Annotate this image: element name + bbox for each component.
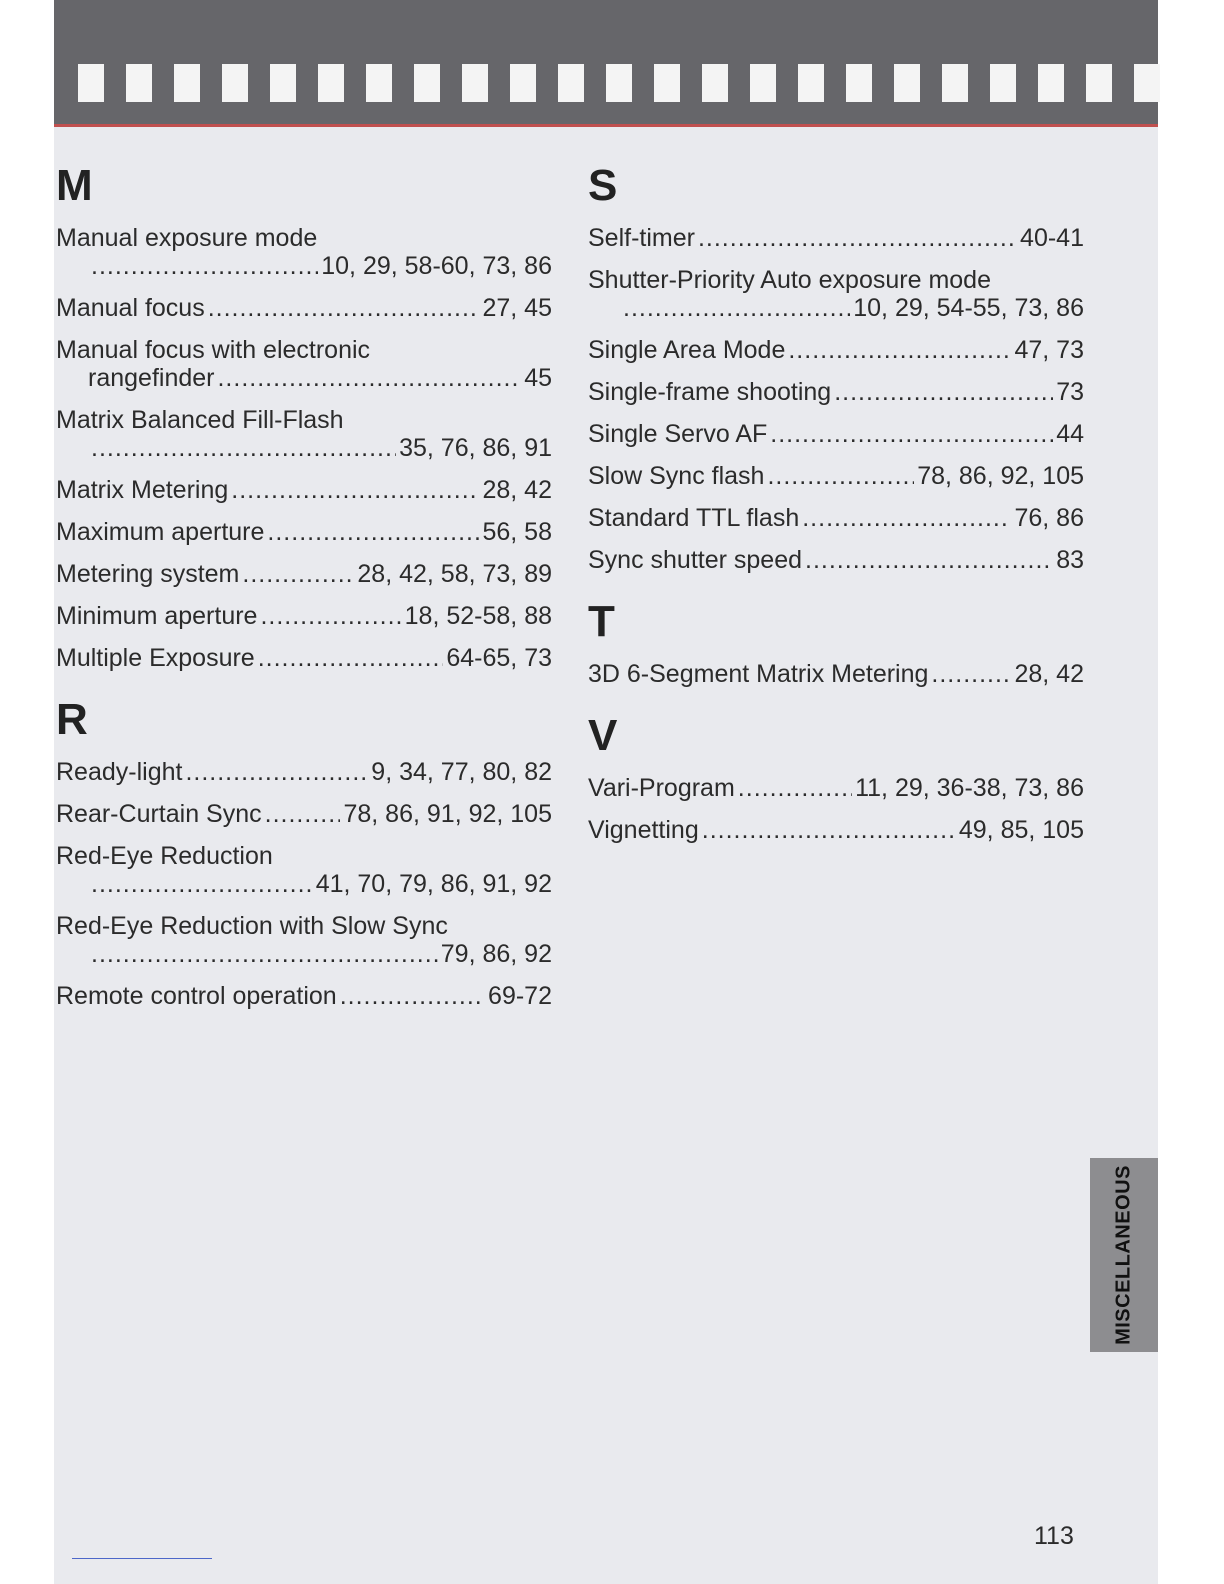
entry-line [56,518,552,546]
dot-leader [788,336,1011,364]
index-letter-heading: T [588,597,615,646]
index-entry [56,560,552,588]
film-perforation [462,64,488,102]
entry-term: Multiple Exposure [56,644,255,672]
entry-pages: 10, 29, 54-55, 73, 86 [853,294,1084,322]
index-entry [588,660,1084,688]
entry-term: Single Area Mode [588,336,786,364]
dot-leader [217,364,521,392]
entry-line [56,252,552,280]
dot-leader [231,476,479,504]
entry-term: Vignetting [588,816,699,844]
dot-leader [260,602,401,630]
dot-leader [834,378,1053,406]
entry-line [56,870,552,898]
section-tab [1090,1158,1158,1352]
index-letter-heading: V [588,711,618,760]
entry-term: Matrix Balanced Fill-Flash [56,406,344,434]
entry-line [56,758,552,786]
section-tab-label: MISCELLANEOUS [1112,1165,1135,1345]
entry-line [588,546,1084,574]
entry-term: 3D 6-Segment Matrix Metering [588,660,929,688]
index-entry [588,774,1084,802]
entry-term-continued: rangefinder [88,364,215,392]
index-entry [588,816,1084,844]
index-entry [588,462,1084,490]
index-letter-heading: R [56,695,88,744]
entry-pages: 11, 29, 36-38, 73, 86 [855,774,1084,802]
index-entry [56,294,552,322]
entry-line [588,774,1084,802]
dot-leader [185,758,368,786]
index-letter-heading: S [588,161,618,210]
entry-term: Ready-light [56,758,183,786]
entry-pages: 18, 52-58, 88 [404,602,552,630]
entry-line [56,224,552,252]
index-entry [56,406,552,462]
index-entry [56,758,552,786]
index-entry [56,842,552,898]
dot-leader [767,462,914,490]
film-perforation [222,64,248,102]
header-red-rule [54,124,1158,127]
film-perforation [1086,64,1112,102]
entry-line [56,602,552,630]
dot-leader [208,294,480,322]
index-entry [588,378,1084,406]
film-perforation [318,64,344,102]
entry-line [56,982,552,1010]
entry-pages: 10, 29, 58-60, 73, 86 [321,252,552,280]
index-entry [56,476,552,504]
dot-leader [91,870,313,898]
filmstrip-perforations [78,64,1160,102]
film-perforation [846,64,872,102]
entry-term: Matrix Metering [56,476,229,504]
index-entry [56,644,552,672]
entry-line [588,660,1084,688]
dot-leader [802,504,1011,532]
film-perforation [942,64,968,102]
film-perforation [558,64,584,102]
entry-term: Manual focus [56,294,205,322]
film-perforation [990,64,1016,102]
dot-leader [738,774,852,802]
dot-leader [770,420,1053,448]
dot-leader [91,434,396,462]
entry-term: Remote control operation [56,982,337,1010]
index-entry [56,224,552,280]
entry-term: Red-Eye Reduction [56,842,273,870]
dot-leader [340,982,485,1010]
index-entry [588,266,1084,322]
entry-term: Standard TTL flash [588,504,800,532]
entry-line [56,842,552,870]
page-number: 113 [1034,1522,1074,1550]
entry-term: Maximum aperture [56,518,265,546]
dot-leader [91,252,318,280]
entry-pages: 76, 86 [1014,504,1084,532]
entry-line [56,336,552,364]
entry-line [56,476,552,504]
entry-term: Red-Eye Reduction with Slow Sync [56,912,448,940]
footer-link-underline [72,1558,212,1559]
film-perforation [702,64,728,102]
entry-term: Single-frame shooting [588,378,832,406]
index-entry [56,336,552,392]
dot-leader [805,546,1053,574]
index-entry [588,504,1084,532]
index-letter-heading: M [56,161,93,210]
film-perforation [126,64,152,102]
entry-pages: 27, 45 [482,294,552,322]
entry-line [56,406,552,434]
entry-line [56,644,552,672]
entry-pages: 44 [1056,420,1084,448]
film-perforation [174,64,200,102]
entry-term: Minimum aperture [56,602,258,630]
entry-line [588,294,1084,322]
film-perforation [894,64,920,102]
entry-term: Single Servo AF [588,420,768,448]
entry-term: Metering system [56,560,240,588]
entry-line [56,560,552,588]
index-entry [588,420,1084,448]
index-column-right [588,160,1084,858]
film-perforation [78,64,104,102]
entry-term: Vari-Program [588,774,735,802]
index-entry [588,224,1084,252]
entry-pages: 35, 76, 86, 91 [399,434,552,462]
entry-line [56,912,552,940]
entry-line [588,462,1084,490]
entry-pages: 78, 86, 92, 105 [917,462,1084,490]
entry-line [56,800,552,828]
entry-line [56,434,552,462]
entry-pages: 73 [1056,378,1084,406]
index-entry [56,800,552,828]
entry-pages: 49, 85, 105 [958,816,1084,844]
entry-pages: 41, 70, 79, 86, 91, 92 [315,870,552,898]
dot-leader [931,660,1011,688]
entry-line [588,816,1084,844]
dot-leader [698,224,1017,252]
film-perforation [270,64,296,102]
entry-pages: 28, 42, 58, 73, 89 [357,560,552,588]
index-entry [588,546,1084,574]
dot-leader [265,800,341,828]
dot-leader [267,518,479,546]
entry-line [588,420,1084,448]
dot-leader [623,294,850,322]
entry-line [588,504,1084,532]
entry-term: Sync shutter speed [588,546,803,574]
film-perforation [510,64,536,102]
entry-pages: 56, 58 [482,518,552,546]
entry-pages: 28, 42 [482,476,552,504]
entry-line [56,940,552,968]
film-perforation [750,64,776,102]
entry-term: Manual focus with electronic [56,336,371,364]
entry-term: Manual exposure mode [56,224,318,252]
film-perforation [798,64,824,102]
film-perforation [606,64,632,102]
index-entry [588,336,1084,364]
entry-pages: 78, 86, 91, 92, 105 [343,800,552,828]
entry-term: Self-timer [588,224,695,252]
entry-line [56,294,552,322]
entry-pages: 83 [1056,546,1084,574]
entry-pages: 45 [524,364,552,392]
dot-leader [242,560,354,588]
entry-line [588,224,1084,252]
index-page [54,0,1158,1584]
entry-pages: 69-72 [488,982,552,1010]
entry-term: Rear-Curtain Sync [56,800,262,828]
film-perforation [1038,64,1064,102]
entry-pages: 64-65, 73 [446,644,552,672]
film-perforation [414,64,440,102]
dot-leader [702,816,956,844]
entry-pages: 40-41 [1020,224,1084,252]
film-perforation [366,64,392,102]
dot-leader [91,940,438,968]
entry-pages: 47, 73 [1014,336,1084,364]
index-entry [56,982,552,1010]
entry-pages: 9, 34, 77, 80, 82 [371,758,552,786]
entry-line [56,364,552,392]
index-entry [56,518,552,546]
entry-term: Slow Sync flash [588,462,765,490]
filmstrip-header [54,0,1158,124]
index-entry [56,912,552,968]
film-perforation [1134,64,1160,102]
entry-line [588,266,1084,294]
index-column-left [56,160,552,1024]
entry-line [588,378,1084,406]
entry-pages: 79, 86, 92 [440,940,552,968]
dot-leader [258,644,444,672]
entry-line [588,336,1084,364]
film-perforation [654,64,680,102]
index-entry [56,602,552,630]
entry-term: Shutter-Priority Auto exposure mode [588,266,991,294]
entry-pages: 28, 42 [1014,660,1084,688]
